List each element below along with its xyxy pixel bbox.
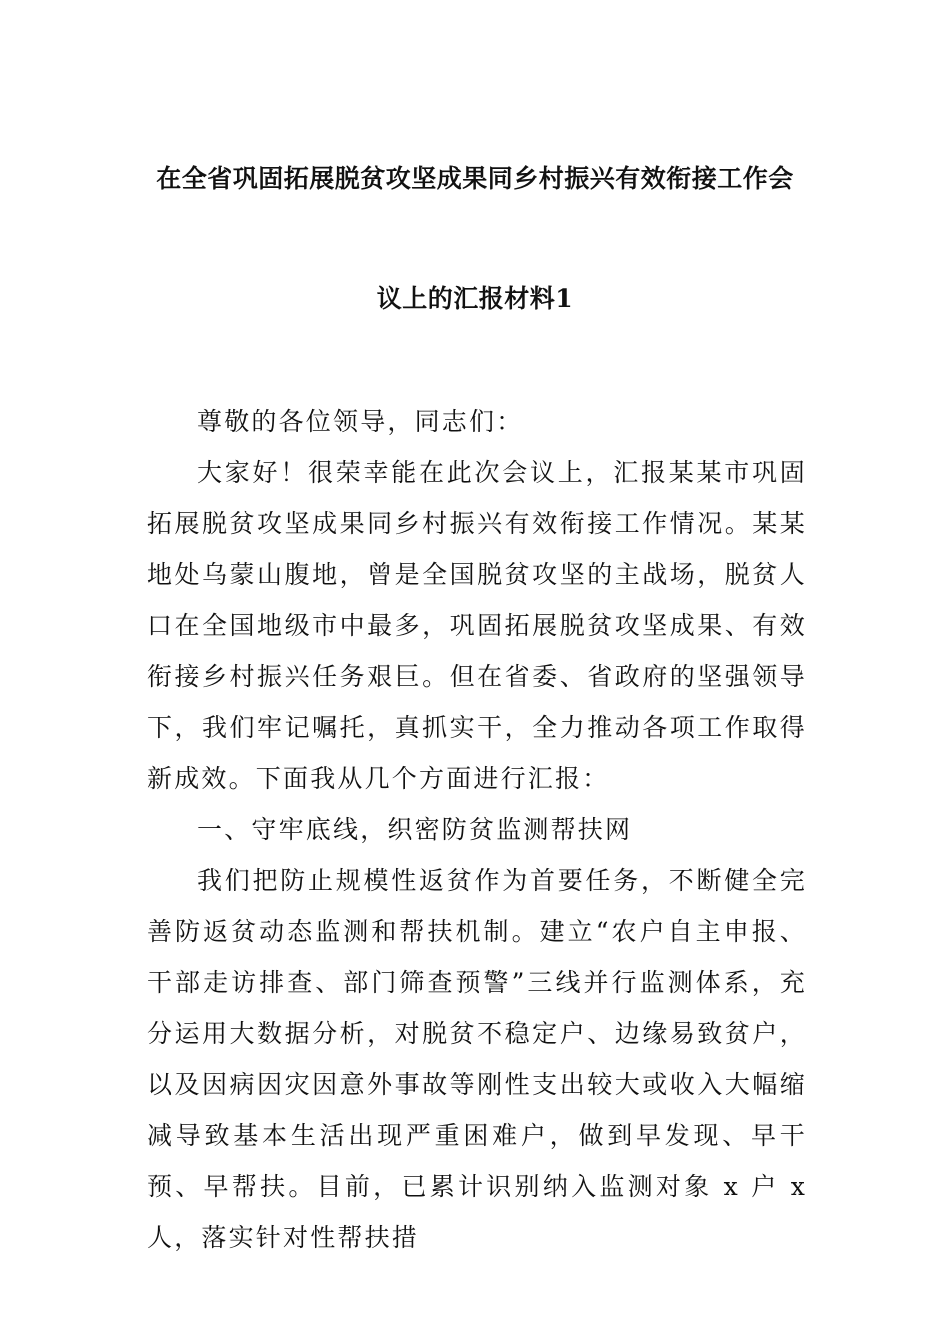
paragraph-section-1: 我们把防止规模性返贫作为首要任务，不断健全完善防返贫动态监测和帮扶机制。建立“农户自主申报、干部走访排查、部门筛查预警”三线并行监测体系，充分运用大数据分析，对脱贫不稳定户、边缘易致贫户，以及因病因灾因意外事故等刚性支出较大或收入大幅缩减导致基本生活出现严重困难户，做到早发现、早干预、早帮扶。目前，已累计识别纳入监测对象 x 户 x 人，落实针对性帮扶措 [147, 866, 807, 1252]
document-body [147, 396, 807, 1263]
paragraph-intro: 大家好！很荣幸能在此次会议上，汇报某某市巩固拓展脱贫攻坚成果同乡村振兴有效衔接工作情况。某某地处乌蒙山腹地，曾是全国脱贫攻坚的主战场，脱贫人口在全国地级市中最多，巩固拓展脱贫攻坚成果、有效衔接乡村振兴任务艰巨。但在省委、省政府的坚强领导下，我们牢记嘱托，真抓实干，全力推动各项工作取得新成效。下面我从几个方面进行汇报： [147, 458, 807, 793]
document-title-line-1: 在全省巩固拓展脱贫攻坚成果同乡村振兴有效衔接工作会 [156, 164, 794, 193]
section-heading-1: 一、守牢底线，织密防贫监测帮扶网 [197, 815, 633, 844]
salutation: 尊敬的各位领导，同志们： [197, 407, 524, 436]
document-title-line-2: 议上的汇报材料1 [376, 284, 574, 313]
